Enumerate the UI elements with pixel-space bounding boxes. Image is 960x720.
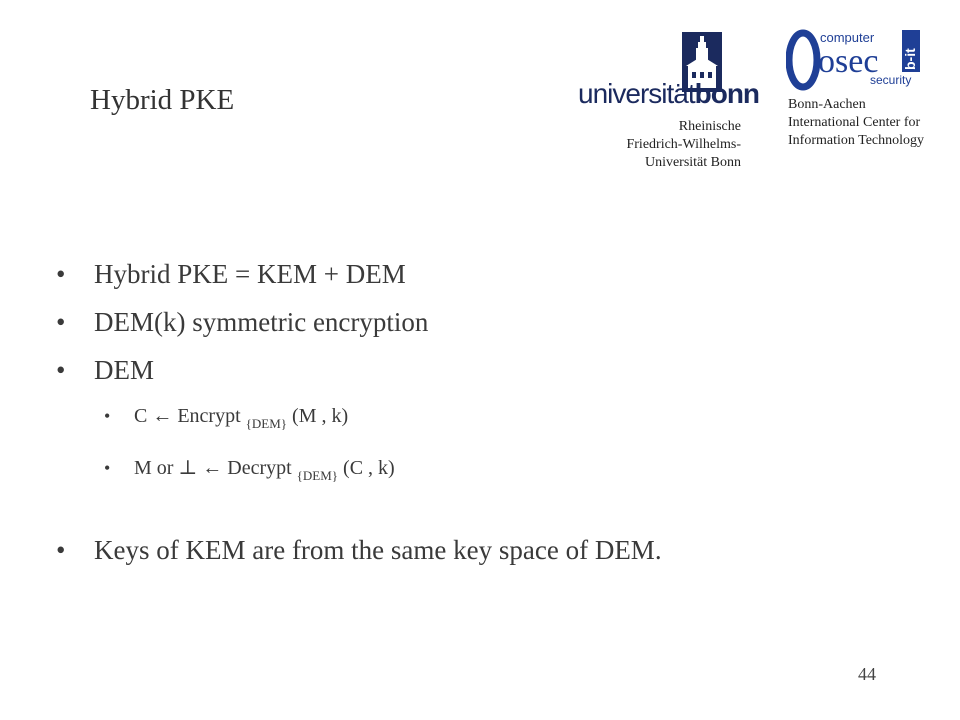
sub-bullet-item: [56, 451, 662, 503]
cosec-subtitle: Bonn-Aachen International Center for Information Technology: [788, 97, 925, 148]
bullet-list: [56, 255, 662, 579]
bullet-dot-icon: •: [104, 458, 111, 478]
sub-bullet-item: [56, 399, 662, 451]
bullet-item: [56, 351, 662, 399]
bullet-text: DEM(k) symmetric encryption: [94, 307, 429, 337]
bullet-dot-icon: •: [104, 406, 111, 426]
svg-text:computer: computer: [820, 30, 875, 45]
encrypt-formula: C ← Encrypt $_{\{DEM\}}$ (M , k): [134, 405, 349, 431]
bullet-item: [56, 255, 662, 303]
bullet-item: [56, 303, 662, 351]
cosec-bit-logo: [786, 28, 936, 148]
cosec-emblem-icon: [786, 28, 936, 94]
svg-text:security: security: [870, 73, 912, 87]
unibonn-wordmark: universitätbonn: [578, 78, 760, 109]
bullet-dot-icon: •: [56, 307, 66, 337]
svg-text:osec: osec: [818, 43, 879, 80]
bullet-dot-icon: •: [56, 259, 66, 289]
bullet-text: Keys of KEM are from the same key space of DEM.: [94, 535, 662, 565]
bullet-dot-icon: •: [56, 535, 66, 565]
bullet-item: [56, 531, 662, 579]
unibonn-subtitle: Rheinische Friedrich-Wilhelms- Universität Bonn: [626, 119, 741, 170]
university-bonn-logo: [578, 30, 760, 170]
page-number: 44: [858, 664, 876, 684]
slide-title: Hybrid PKE: [90, 84, 235, 116]
svg-text:b-it: b-it: [902, 48, 918, 70]
bullet-text: Hybrid PKE = KEM + DEM: [94, 259, 406, 289]
bullet-dot-icon: •: [56, 355, 66, 385]
bullet-text: DEM: [94, 355, 154, 385]
decrypt-formula: M or ⊥ ← Decrypt $_{\{DEM\}}$ (C , k): [134, 457, 395, 483]
